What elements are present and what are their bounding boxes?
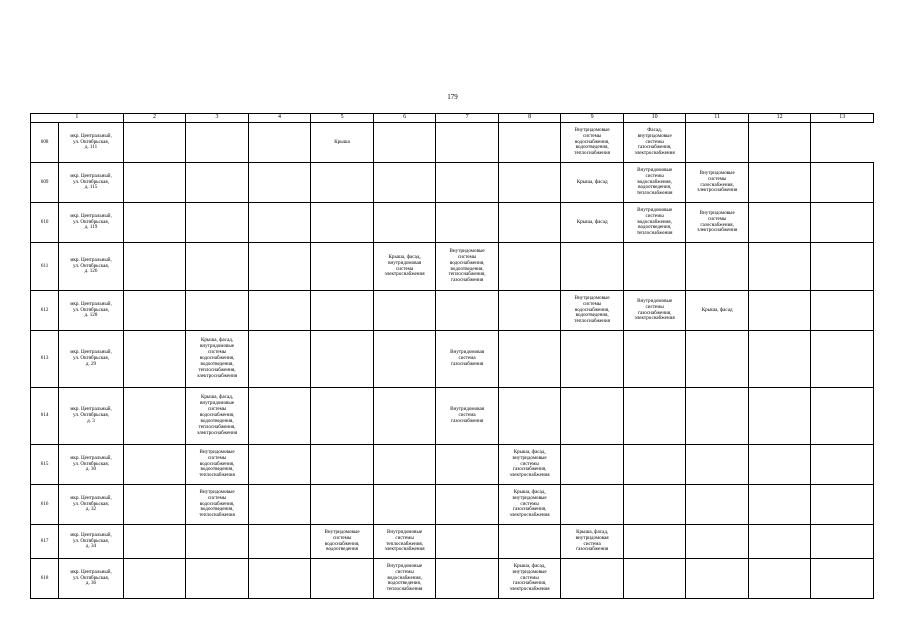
work-cell-col-3	[186, 203, 249, 243]
address-cell: мкр. Центральный, ул. Октябрьская, д. 119	[59, 203, 124, 243]
work-cell-col-7	[436, 291, 499, 331]
work-cell-col-11: Внутридомовые системы газоснабжения, электроснабжения	[686, 203, 749, 243]
row-number: 612	[31, 291, 59, 331]
work-cell-col-4	[248, 445, 311, 485]
work-cell-col-9	[561, 445, 624, 485]
column-header: 9	[561, 114, 624, 123]
table-row	[31, 445, 874, 485]
work-cell-col-10	[623, 243, 686, 291]
work-cell-col-8	[498, 291, 561, 331]
work-cell-col-2	[123, 123, 186, 163]
work-cell-col-12	[748, 203, 811, 243]
column-header: 1	[31, 114, 124, 123]
work-cell-col-13	[811, 291, 874, 331]
work-cell-col-7	[436, 163, 499, 203]
work-cell-col-9: Крыша, фасад	[561, 203, 624, 243]
row-number: 608	[31, 123, 59, 163]
table-row	[31, 243, 874, 291]
work-cell-col-8	[498, 123, 561, 163]
work-cell-col-3	[186, 291, 249, 331]
table-row	[31, 525, 874, 559]
work-cell-col-10	[623, 388, 686, 445]
row-number: 616	[31, 485, 59, 525]
table-body	[31, 123, 874, 599]
work-cell-col-5: Внутридомовые системы водоснабжения, водоотведения	[311, 525, 374, 559]
work-cell-col-12	[748, 559, 811, 599]
work-cell-col-12	[748, 388, 811, 445]
work-cell-col-5	[311, 559, 374, 599]
work-cell-col-12	[748, 485, 811, 525]
work-cell-col-8: Крыша, фасад, внутридомовые системы газоснабжения, электроснабжения	[498, 445, 561, 485]
work-cell-col-10: Внутридомовые системы газоснабжения, электроснабжения	[623, 291, 686, 331]
work-cell-col-4	[248, 123, 311, 163]
table-row	[31, 485, 874, 525]
work-cell-col-11	[686, 243, 749, 291]
work-cell-col-13	[811, 485, 874, 525]
table-row	[31, 388, 874, 445]
work-cell-col-10	[623, 331, 686, 388]
work-cell-col-12	[748, 331, 811, 388]
work-cell-col-7: Внутридомовая система газоснабжения	[436, 388, 499, 445]
header-row	[31, 114, 874, 123]
work-cell-col-4	[248, 559, 311, 599]
work-cell-col-9	[561, 485, 624, 525]
table-row	[31, 203, 874, 243]
work-cell-col-13	[811, 243, 874, 291]
work-cell-col-8	[498, 331, 561, 388]
column-header: 10	[623, 114, 686, 123]
work-cell-col-5: Крыша	[311, 123, 374, 163]
work-cell-col-11	[686, 445, 749, 485]
work-cell-col-3: Внутридомовые системы водоснабжения, водоотведения, теплоснабжения	[186, 485, 249, 525]
column-header: 3	[186, 114, 249, 123]
work-cell-col-5	[311, 203, 374, 243]
work-cell-col-10	[623, 445, 686, 485]
work-cell-col-10: Внутридомовые системы водоснабжения, водоотведения, теплоснабжения	[623, 203, 686, 243]
work-cell-col-6	[373, 331, 436, 388]
row-number: 611	[31, 243, 59, 291]
column-header: 6	[373, 114, 436, 123]
work-cell-col-9	[561, 331, 624, 388]
row-number: 617	[31, 525, 59, 559]
work-cell-col-2	[123, 331, 186, 388]
work-cell-col-4	[248, 163, 311, 203]
work-cell-col-4	[248, 525, 311, 559]
work-cell-col-7	[436, 203, 499, 243]
address-cell: мкр. Центральный, ул. Октябрьская, д. 3	[59, 388, 124, 445]
work-cell-col-9: Крыша, фасад	[561, 163, 624, 203]
work-cell-col-10	[623, 559, 686, 599]
column-header: 12	[748, 114, 811, 123]
work-cell-col-11	[686, 388, 749, 445]
work-cell-col-9	[561, 243, 624, 291]
work-cell-col-13	[811, 445, 874, 485]
work-cell-col-12	[748, 243, 811, 291]
column-header: 11	[686, 114, 749, 123]
row-number: 614	[31, 388, 59, 445]
work-cell-col-7	[436, 559, 499, 599]
work-cell-col-9: Крыша, фасад, внутридомовая система газоснабжения	[561, 525, 624, 559]
work-cell-col-2	[123, 203, 186, 243]
work-cell-col-5	[311, 445, 374, 485]
work-cell-col-4	[248, 243, 311, 291]
work-cell-col-9	[561, 388, 624, 445]
work-cell-col-4	[248, 388, 311, 445]
work-cell-col-2	[123, 485, 186, 525]
work-cell-col-8	[498, 163, 561, 203]
work-cell-col-12	[748, 291, 811, 331]
address-cell: мкр. Центральный, ул. Октябрьская, д. 128	[59, 291, 124, 331]
work-cell-col-13	[811, 525, 874, 559]
work-cell-col-7	[436, 123, 499, 163]
work-cell-col-6	[373, 163, 436, 203]
work-cell-col-12	[748, 163, 811, 203]
work-cell-col-2	[123, 388, 186, 445]
work-cell-col-4	[248, 291, 311, 331]
work-cell-col-7	[436, 485, 499, 525]
work-cell-col-6: Внутридомовые системы теплоснабжения, электроснабжения	[373, 525, 436, 559]
row-number: 613	[31, 331, 59, 388]
work-cell-col-12	[748, 123, 811, 163]
work-cell-col-6	[373, 445, 436, 485]
work-cell-col-5	[311, 243, 374, 291]
work-cell-col-3	[186, 559, 249, 599]
work-cell-col-8	[498, 388, 561, 445]
address-cell: мкр. Центральный, ул. Октябрьская, д. 111	[59, 123, 124, 163]
work-cell-col-11	[686, 331, 749, 388]
work-cell-col-6: Внутридомовые системы водоснабжения, водоотведения, теплоснабжения	[373, 559, 436, 599]
work-cell-col-4	[248, 485, 311, 525]
address-cell: мкр. Центральный, ул. Октябрьская, д. 34	[59, 525, 124, 559]
work-cell-col-2	[123, 445, 186, 485]
row-number: 609	[31, 163, 59, 203]
work-cell-col-8: Крыша, фасад, внутридомовые системы газоснабжения, электроснабжения	[498, 485, 561, 525]
schedule-table	[30, 113, 874, 599]
address-cell: мкр. Центральный, ул. Октябрьская, д. 29	[59, 331, 124, 388]
address-cell: мкр. Центральный, ул. Октябрьская, д. 32	[59, 485, 124, 525]
column-header: 2	[123, 114, 186, 123]
work-cell-col-5	[311, 388, 374, 445]
work-cell-col-7	[436, 525, 499, 559]
work-cell-col-6	[373, 388, 436, 445]
work-cell-col-6	[373, 203, 436, 243]
work-cell-col-7	[436, 445, 499, 485]
work-cell-col-12	[748, 445, 811, 485]
work-cell-col-3: Крыша, фасад, внутридомовые системы водоснабжения, водоотведения, теплоснабжения, электроснабжения	[186, 331, 249, 388]
work-cell-col-3	[186, 525, 249, 559]
column-header: 7	[436, 114, 499, 123]
work-cell-col-8: Крыша, фасад, внутридомовые системы газоснабжения, электроснабжения	[498, 559, 561, 599]
work-cell-col-3	[186, 243, 249, 291]
row-number: 615	[31, 445, 59, 485]
work-cell-col-12	[748, 525, 811, 559]
work-cell-col-13	[811, 331, 874, 388]
work-cell-col-5	[311, 485, 374, 525]
work-cell-col-11	[686, 525, 749, 559]
work-cell-col-5	[311, 331, 374, 388]
work-cell-col-3: Крыша, фасад, внутридомовые системы водоснабжения, водоотведения, теплоснабжения, электроснабжения	[186, 388, 249, 445]
work-cell-col-6	[373, 485, 436, 525]
work-cell-col-11	[686, 123, 749, 163]
column-header: 5	[311, 114, 374, 123]
work-cell-col-2	[123, 163, 186, 203]
table-row	[31, 163, 874, 203]
work-cell-col-7: Внутридомовые системы водоснабжения, водоотведения, теплоснабжения, газоснабжения	[436, 243, 499, 291]
work-cell-col-8	[498, 203, 561, 243]
table-row	[31, 123, 874, 163]
column-header: 8	[498, 114, 561, 123]
work-cell-col-6	[373, 291, 436, 331]
work-cell-col-8	[498, 243, 561, 291]
work-cell-col-10: Внутридомовые системы водоснабжения, водоотведения, теплоснабжения	[623, 163, 686, 203]
work-cell-col-6	[373, 123, 436, 163]
work-cell-col-3: Внутридомовые системы водоснабжения, водоотведения, теплоснабжения	[186, 445, 249, 485]
work-cell-col-7: Внутридомовая система газоснабжения	[436, 331, 499, 388]
work-cell-col-2	[123, 291, 186, 331]
column-header: 13	[811, 114, 874, 123]
page-number: 179	[447, 93, 458, 101]
work-cell-col-9: Внутридомовые системы водоснабжения, водоотведения, теплоснабжения	[561, 291, 624, 331]
work-cell-col-10: Фасад, внутридомовые системы газоснабжения, электроснабжения	[623, 123, 686, 163]
work-cell-col-11	[686, 485, 749, 525]
work-cell-col-11: Внутридомовые системы газоснабжения, электроснабжения	[686, 163, 749, 203]
column-header: 4	[248, 114, 311, 123]
work-cell-col-9	[561, 559, 624, 599]
work-cell-col-2	[123, 559, 186, 599]
work-cell-col-13	[811, 163, 874, 203]
work-cell-col-13	[811, 559, 874, 599]
work-cell-col-8	[498, 525, 561, 559]
table-row	[31, 331, 874, 388]
work-cell-col-13	[811, 203, 874, 243]
work-cell-col-10	[623, 485, 686, 525]
work-cell-col-3	[186, 163, 249, 203]
table-row	[31, 291, 874, 331]
address-cell: мкр. Центральный, ул. Октябрьская, д. 126	[59, 243, 124, 291]
work-cell-col-5	[311, 291, 374, 331]
address-cell: мкр. Центральный, ул. Октябрьская, д. 115	[59, 163, 124, 203]
work-cell-col-2	[123, 243, 186, 291]
address-cell: мкр. Центральный, ул. Октябрьская, д. 36	[59, 559, 124, 599]
work-cell-col-4	[248, 331, 311, 388]
work-cell-col-4	[248, 203, 311, 243]
work-cell-col-2	[123, 525, 186, 559]
table-row	[31, 559, 874, 599]
work-cell-col-13	[811, 388, 874, 445]
work-cell-col-10	[623, 525, 686, 559]
work-cell-col-11: Крыша, фасад	[686, 291, 749, 331]
work-cell-col-5	[311, 163, 374, 203]
work-cell-col-6: Крыша, фасад, внутридомовая система электроснабжения	[373, 243, 436, 291]
address-cell: мкр. Центральный, ул. Октябрьская, д. 30	[59, 445, 124, 485]
row-number: 618	[31, 559, 59, 599]
work-cell-col-3	[186, 123, 249, 163]
row-number: 610	[31, 203, 59, 243]
work-cell-col-11	[686, 559, 749, 599]
work-cell-col-9: Внутридомовые системы водоснабжения, водоотведения, теплоснабжения	[561, 123, 624, 163]
